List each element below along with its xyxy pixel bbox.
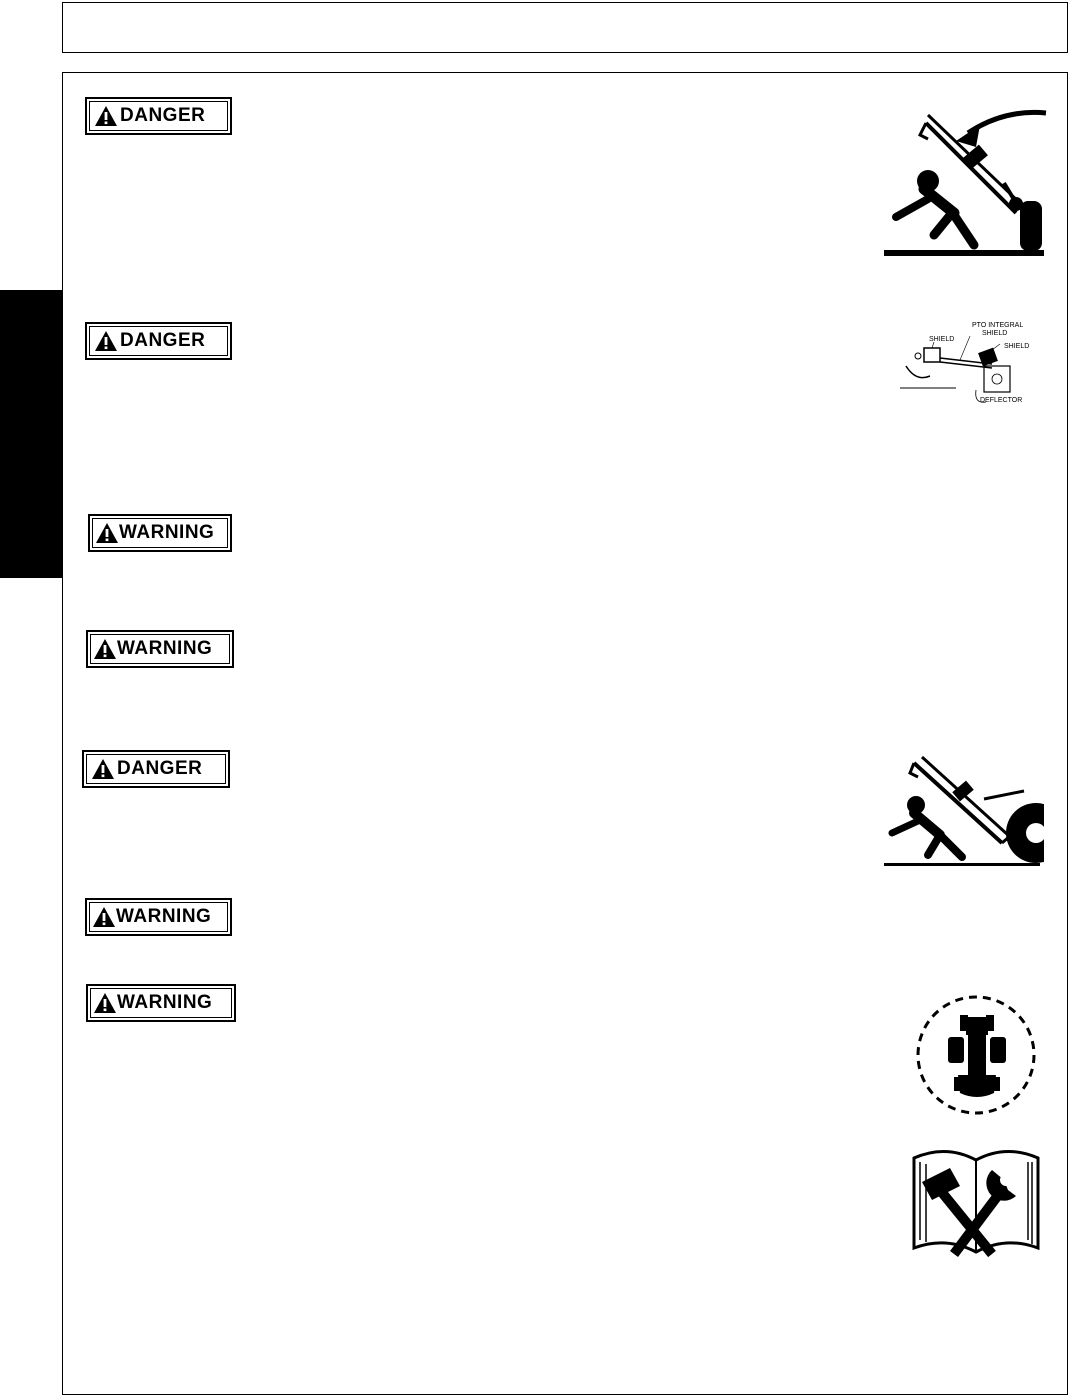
safety-alert-icon	[91, 758, 115, 780]
shield-left-label: SHIELD	[929, 336, 955, 343]
raised-unit-tractor-hazard-icon	[884, 755, 1044, 869]
danger-signal-2	[85, 322, 232, 360]
page-header-box	[62, 2, 1068, 53]
signal-word: DANGER	[120, 330, 206, 351]
tractor-clear-area-icon	[910, 993, 1042, 1119]
signal-word: WARNING	[117, 638, 213, 659]
signal-word: WARNING	[116, 906, 212, 927]
safety-alert-icon	[92, 906, 116, 928]
safety-alert-icon	[93, 638, 117, 660]
signal-word: WARNING	[117, 992, 213, 1013]
safety-alert-icon	[94, 105, 118, 127]
signal-word: DANGER	[120, 105, 206, 126]
pto-integral-label: PTO INTEGRAL	[972, 322, 1024, 329]
signal-word: DANGER	[117, 758, 203, 779]
warning-signal-1	[88, 514, 232, 552]
danger-signal-3	[82, 750, 230, 788]
deflector-label: DEFLECTOR	[980, 397, 1023, 404]
warning-signal-4	[86, 984, 236, 1022]
pto-integral-shield-label: SHIELD	[982, 330, 1008, 337]
pto-shield-diagram-icon	[896, 318, 1036, 408]
warning-signal-3	[85, 898, 232, 936]
safety-alert-icon	[95, 522, 119, 544]
danger-signal-1	[85, 97, 232, 135]
safety-alert-icon	[94, 330, 118, 352]
shield-right-label: SHIELD	[1004, 343, 1030, 350]
safety-alert-icon	[93, 992, 117, 1014]
raised-unit-crush-hazard-icon	[884, 105, 1050, 261]
section-side-tab	[0, 290, 62, 578]
maintenance-manual-icon	[910, 1140, 1044, 1260]
warning-signal-2	[86, 630, 234, 668]
signal-word: WARNING	[119, 522, 215, 543]
